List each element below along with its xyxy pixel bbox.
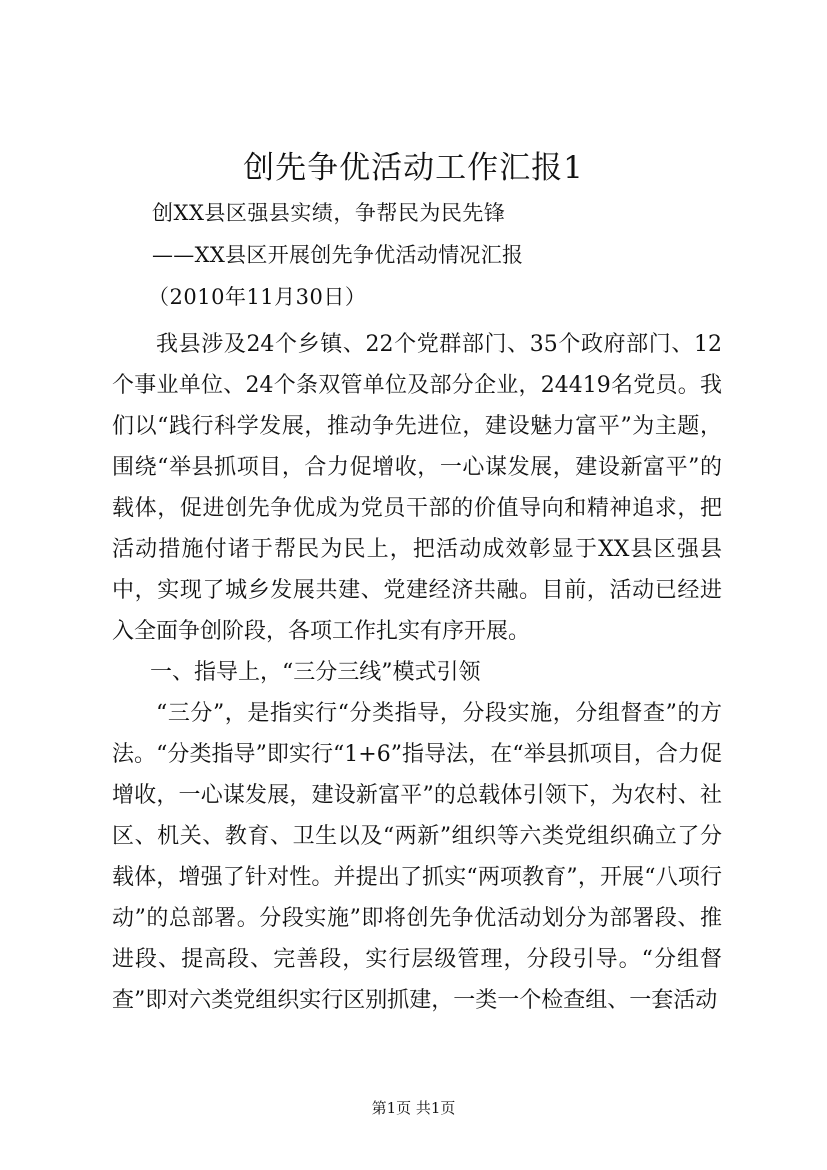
report-date: （2010年11月30日） [148,285,367,309]
page-footer: 第1页 共1页 [371,1099,456,1117]
subtitle-sub: ——XX县区开展创先争优活动情况汇报 [152,243,524,267]
paragraph-intro: 我县涉及24个乡镇、22个党群部门、35个政府部门、12个事业单位、24个条双管单位及部分企业，24419名党员。我们以“践行科学发展，推动争先进位，建设魅力富平”为主题，围绕“举县抓项目，合力促增收，一心谋发展，建设新富平”的载体，促进创先争优成为党员干部的价值导向和精神追求，把活动措施付诸于帮民为民上，把活动成效彰显于XX县区强县中，实现了城乡发展共建、党建经济共融。目前，活动已经进入全面争创阶段，各项工作扎实有序开展。 [112,332,722,644]
subtitle-main: 创XX县区强县实绩，争帮民为民先锋 [152,201,506,225]
paragraph-three-divisions: “三分”，是指实行“分类指导，分段实施，分组督查”的方法。“分类指导”即实行“1+6”指导法，在“举县抓项目，合力促增收，一心谋发展，建设新富平”的总载体引领下，为农村、社区、机关、教育、卫生以及“两新”组织等六类党组织确立了分载体，增强了针对性。并提出了抓实“两项教育”，开展“八项行动”的总部署。分段实施”即将创先争优活动划分为部署段、推进段、提高段、完善段，实行层级管理，分段引导。“分组督查”即对六类党组织实行区别抓建，一类一个检查组、一套活动 [112,701,722,1013]
document-title: 创先争优活动工作汇报1 [243,150,584,186]
section-heading: 一、指导上，“三分三线”模式引领 [150,660,481,685]
